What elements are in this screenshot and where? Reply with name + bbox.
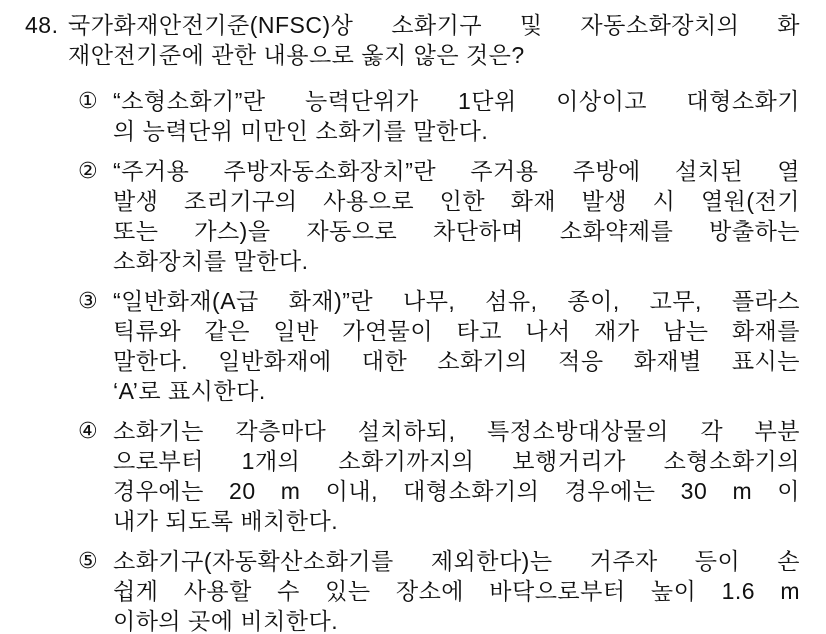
choice-4-marker: ④ (78, 418, 99, 443)
choice-4-text (113, 416, 800, 536)
choice-1-text (113, 86, 800, 146)
choice-line: 소화기구(자동확산소화기를 제외한다)는 거주자 등이 손 (113, 548, 800, 574)
choice-line: 소화기는 각층마다 설치하되, 특정소방대상물의 각 부분 (113, 418, 800, 444)
choice-line: ‘A’로 표시한다. (113, 378, 266, 404)
choice-line: 으로부터 1개의 소화기까지의 보행거리가 소형소화기의 (113, 448, 800, 474)
choice-5-marker: ⑤ (78, 548, 99, 573)
choice-line: 경우에는 20 m 이내, 대형소화기의 경우에는 30 m 이 (113, 478, 800, 504)
choice-line: 소화장치를 말한다. (113, 248, 309, 274)
choice-line: “일반화재(A급 화재)”란 나무, 섬유, 종이, 고무, 플라스 (113, 288, 800, 314)
choice-3 (78, 286, 800, 406)
choice-2-marker: ② (78, 158, 99, 183)
choice-line: 또는 가스)을 자동으로 차단하며 소화약제를 방출하는 (113, 218, 800, 244)
choice-5-text (113, 546, 800, 634)
choice-5 (78, 546, 800, 634)
question-line: 재안전기준에 관한 내용으로 옳지 않은 것은? (68, 42, 525, 68)
choice-1 (78, 86, 800, 146)
choice-line: 틱류와 같은 일반 가연물이 타고 나서 재가 남는 화재를 (113, 318, 800, 344)
choice-line: 쉽게 사용할 수 있는 장소에 바닥으로부터 높이 1.6 m (113, 578, 800, 604)
choice-3-marker: ③ (78, 288, 99, 313)
choice-1-marker: ① (78, 88, 99, 113)
choice-2 (78, 156, 800, 276)
question-block (25, 10, 800, 70)
choice-line: 발생 조리기구의 사용으로 인한 화재 발생 시 열원(전기 (113, 188, 800, 214)
choice-line: 이하의 곳에 비치한다. (113, 608, 339, 634)
choice-4 (78, 416, 800, 536)
question-line: 국가화재안전기준(NFSC)상 소화기구 및 자동소화장치의 화 (68, 12, 800, 38)
choice-line: 말한다. 일반화재에 대한 소화기의 적응 화재별 표시는 (113, 348, 800, 374)
choice-line: “소형소화기”란 능력단위가 1단위 이상이고 대형소화기 (113, 88, 800, 114)
choice-list (25, 86, 800, 634)
choice-line: 내가 되도록 배치한다. (113, 508, 339, 534)
question-number: 48. (25, 12, 59, 38)
choice-3-text (113, 286, 800, 406)
question-text (68, 10, 800, 70)
choice-2-text (113, 156, 800, 276)
choice-line: 의 능력단위 미만인 소화기를 말한다. (113, 118, 489, 144)
choice-line: “주거용 주방자동소화장치”란 주거용 주방에 설치된 열 (113, 158, 800, 184)
